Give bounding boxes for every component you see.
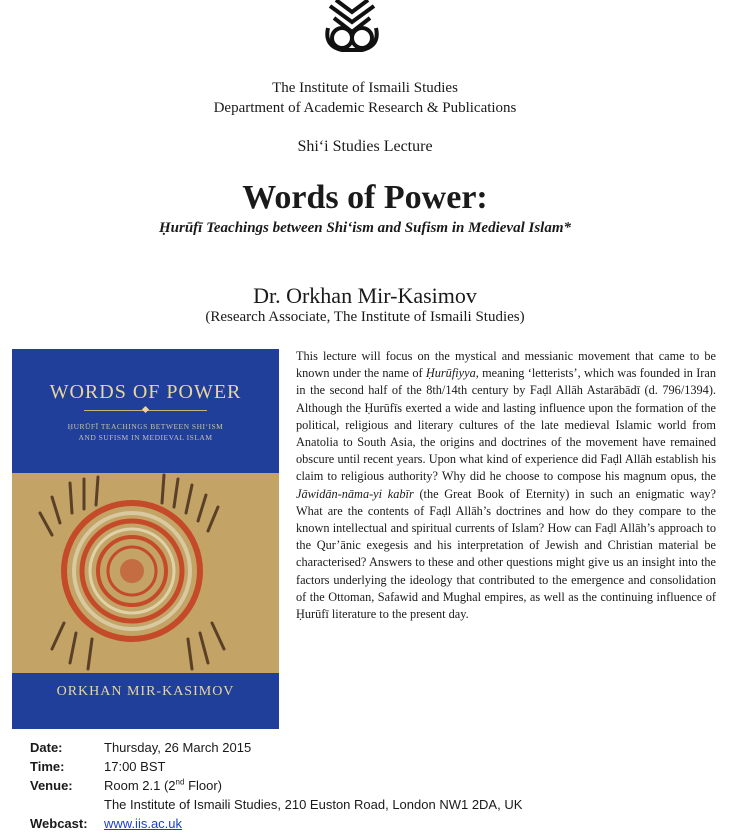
venue-room-sup: nd (175, 777, 185, 787)
cover-subtitle-line-1: ḤURŪFĪ TEACHINGS BETWEEN SHI‘ISM (67, 422, 224, 431)
webcast-link[interactable]: www.iis.ac.uk (104, 816, 183, 831)
cover-author: ORKHAN MIR-KASIMOV (56, 684, 235, 699)
cover-illustration (12, 473, 279, 673)
venue-address-spacer (30, 795, 104, 814)
time-value: 17:00 BST (104, 759, 166, 774)
venue-room-text: Room 2.1 (2 (104, 778, 176, 793)
cover-ornament-icon (142, 406, 149, 413)
venue-room (104, 776, 222, 795)
abstract-text-1: This lecture will focus on the mystical and messianic movement that came to be known under the name of (296, 349, 716, 381)
venue-address: The Institute of Ismaili Studies, 210 Euston Road, London NW1 2DA, UK (104, 797, 523, 812)
abstract-term-hurufiyya: Ḥurūfiyya, (425, 366, 479, 381)
speaker-name: Dr. Orkhan Mir-Kasimov (253, 283, 477, 308)
webcast-label: Webcast: (30, 816, 88, 831)
venue-floor-text: Floor) (184, 778, 223, 793)
date-label: Date: (30, 740, 63, 755)
date-value: Thursday, 26 March 2015 (104, 740, 252, 755)
cover-subtitle (12, 421, 279, 443)
abstract-text-3: (the Great Book of Eternity) in such an enigmatic way? What are the contents of Faḍl Allāh’s doctrines and how do they compare to the known intellectual and spiritual currents of Islam? How can Faḍl Allāh’s approach to the Qur’ānic exegesis and his interpretation of Jewish and Christian material be characterised? Answers to these and other questions might give us an insight into the factors underlying the ideology that contributed to the emergence and consolidation of the Ottoman, Safawid and Mughal empires, as well as the continuing influence of Ḥurūfī literature to the present day. (296, 486, 717, 622)
speaker-role: (Research Associate, The Institute of Ismaili Studies) (205, 309, 525, 325)
venue-row (30, 776, 522, 795)
institute-name: The Institute of Ismaili Studies (272, 80, 458, 96)
date-row (30, 738, 522, 757)
lecture-subtitle: Ḥurūfī Teachings between Shi‘ism and Sufism in Medieval Islam* (158, 220, 571, 236)
cover-subtitle-line-2: AND SUFISM IN MEDIEVAL ISLAM (78, 433, 213, 442)
lecture-title: Words of Power: (242, 179, 488, 216)
time-label: Time: (30, 759, 65, 774)
webcast-row (30, 814, 522, 833)
cover-title: WORDS OF POWER (49, 381, 242, 403)
institute-header (0, 78, 730, 118)
lecture-abstract (296, 348, 716, 623)
lecture-series: Shi‘i Studies Lecture (297, 138, 433, 155)
time-row (30, 757, 522, 776)
venue-label: Venue: (30, 778, 73, 793)
department-name: Department of Academic Research & Publications (213, 100, 517, 116)
venue-address-row (30, 795, 522, 814)
event-details (30, 738, 522, 833)
abstract-text-2: meaning ‘letterists’, which was founded in Iran in the second half of the 8th/14th century by Faḍl Allāh Astarābādī (d. 796/1394). Although the Ḥurūfīs exerted a wide and lasting influence upon the formation of the political, religious and literary cultures of the late medieval Islamic world from Anatolia to South Asia, the origins and doctrines of the movement have remained obscure until recent years. Upon what kind of experience did Faḍl Allāh establish his claim to religious authority? Why did he choose to compose his magnum opus, the (296, 366, 716, 484)
iis-knot-logo-icon (320, 0, 384, 54)
book-cover-image (12, 349, 279, 729)
abstract-term-jawidan-nama: Jāwidān-nāma-yi kabīr (296, 486, 414, 501)
